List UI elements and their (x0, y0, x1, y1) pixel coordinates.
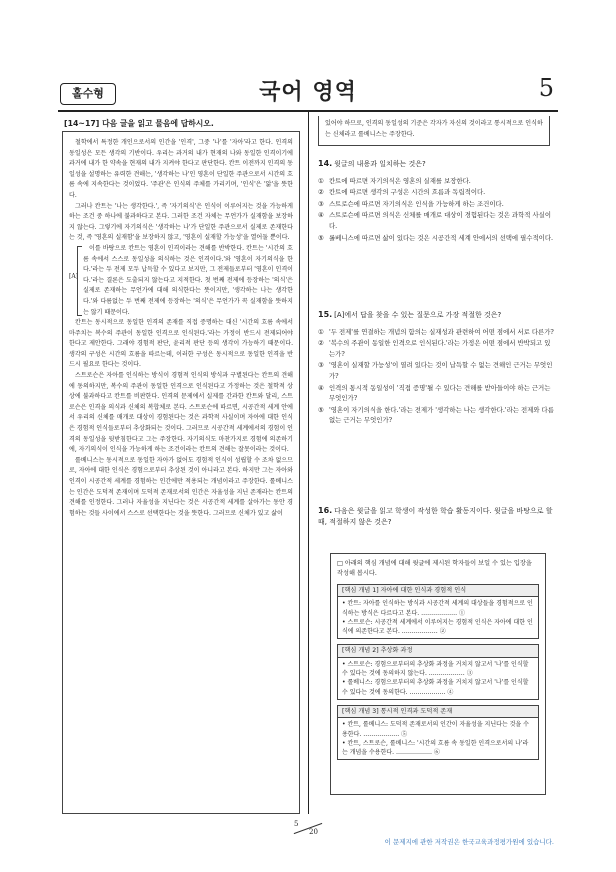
question-16 (318, 506, 554, 527)
question-14 (318, 159, 554, 243)
question-number: 14. (318, 159, 333, 168)
passage-paragraph: 이를 바탕으로 칸트는 영혼이 인격이라는 견해를 반박한다. 칸트는 '시간의 흐름 속에서 스스로 동일성을 의식하는 것은 인격이다.'와 '영혼이 자기의식을 한다.'라는 두 전제 모두 납득할 수 있다고 보지만, 그 전제들로부터 '영혼이 인격이다.'라는 결론은 도출되지 않는다고 지적한다. 첫 번째 전제에 등장하는 '의식'은 실제로 존재하는 무언가에 대해 의식한다는 뜻이지만, '생각하는 나는 생각한다.'와 다름없는 두 번째 전제에 등장하는 '의식'은 무언가가 꼭 실재함을 뜻하지는 않기 때문이다. (83, 244, 293, 316)
reading-passage (62, 131, 300, 814)
concept-box-2 (337, 644, 539, 699)
answer-option[interactable]: ③ 스트로슨에 따르면 자기의식은 인식을 가능하게 하는 조건이다. (318, 199, 504, 208)
concept-header: [핵심 개념 3] 통시적 인격과 도덕적 존재 (338, 706, 538, 718)
answer-option[interactable]: ④ 스트로슨에 따르면 의식은 신체를 매개로 대상이 경험된다는 것은 과학적 사실이다. (318, 211, 552, 230)
question-15 (318, 310, 554, 426)
answer-option[interactable]: ① 칸트에 따르면 자기의식은 영혼의 실재를 보장한다. (318, 176, 471, 185)
question-number: 15. (318, 310, 333, 319)
worksheet-box (330, 553, 546, 795)
answer-option[interactable]: ③ '영혼이 실재할 가능성'이 열려 있다는 것이 납득할 수 없는 견해인 근거는 무엇인가? (318, 361, 553, 380)
column-divider (308, 112, 309, 814)
concept-item[interactable]: • 스트로슨: 경험으로부터의 추상화 과정을 거치지 않고서 '나'를 인식할 수 있다는 것에 동의하지 않는다. ……………… ③ (342, 660, 529, 678)
page-total: 20 (309, 828, 318, 836)
question-stem: 윗글의 내용과 일치하는 것은? (334, 160, 426, 168)
passage-paragraph: 철학에서 특정한 개인으로서의 인간을 '인격', 그중 '나'를 '자아'라고 한다. 인격의 동일성은 모든 생각의 기반이다. 우리는 과거의 내가 현재의 나와 동일한 인격이기에 과거에 내가 한 약속을 현재의 내가 지켜야 한다고 판단한다. 칸트 이전까지 인격의 동일성을 설명하는 유력한 견해는, '생각하는 나'인 영혼이 단일한 주관으로서 시간의 흐름 속에 지속한다는 것이었다. '주관'은 인식의 주체를 가리키며, '인식'은 '앎'을 뜻한다. (69, 139, 293, 199)
page-number: 5 (538, 74, 554, 102)
question-stem: [A]에서 답을 찾을 수 있는 질문으로 가장 적절한 것은? (334, 311, 502, 319)
answer-option[interactable]: ⑤ '영혼이 자기의식을 한다.'라는 전제가 '생각하는 나는 생각한다.'라는 전제와 다름없는 근거는 무엇인가? (318, 405, 554, 425)
page-current: 5 (294, 820, 299, 828)
answer-option[interactable]: ④ 인격의 통시적 동일성이 '직접 증명'될 수 있다는 견해를 받아들이야 하는 근거는 무엇인가? (318, 383, 551, 403)
bracket-line (77, 246, 82, 316)
concept-header: [핵심 개념 1] 자아에 대한 인식과 경험적 인식 (338, 585, 538, 597)
concept-item[interactable]: • 칸트, 스트로슨, 롤베니스: '시간의 흐름 속 동일한 인격으로서의 나'라는 개념을 수용한다. ……………… ⑥ (342, 739, 529, 757)
concept-header: [핵심 개념 2] 추상화 과정 (338, 645, 538, 657)
page-indicator (289, 820, 327, 838)
passage-continuation: 있어야 하므로, 인격의 동일성의 기준은 각자가 자신의 것이라고 통시적으로 인식하는 신체라고 롤베니스는 주장한다. (318, 116, 550, 146)
concept-item[interactable]: • 롤베니스: 경험으로부터의 추상화 과정을 거치지 않고서 '나'를 인식할 수 있다는 것에 동의한다. ……………… ④ (342, 679, 529, 696)
copyright-notice: 이 문제지에 관한 저작권은 한국교육과정평가원에 있습니다. (384, 838, 554, 846)
answer-option[interactable]: ② '복수의 주관이 동일한 인격으로 인식된다.'라는 가정은 어떤 점에서 반박되고 있는가? (318, 339, 551, 358)
question-number: 16. (318, 506, 333, 515)
passage-paragraph: 칸트는 동시적으로 동일한 인격의 존재를 직접 증명하는 대신 '시간의 흐름 속에서 마주치는 복수의 주관이 동일한 인격으로 인식된다.'라는 가정이 반드시 전제되어야 한다고 제안한다. 그래야 경험적 판단, 윤리적 판단 등의 생각이 가능하기 때문이다. 생각의 구성은 시간의 흐름을 따르는데, 이러한 구성은 동시적으로 동일한 인격을 반드시 필요로 한다는 것이다. (69, 319, 293, 369)
question-instruction: [14~17] 다음 글을 읽고 물음에 답하시오. (64, 119, 214, 128)
concept-box-3 (337, 705, 539, 760)
answer-option[interactable]: ② 칸트에 따르면 생각의 구성은 시간의 흐름과 독립적이다. (318, 188, 486, 197)
answer-option[interactable]: ⑤ 롤베니스에 따르면 삶이 있다는 것은 시공간적 세계 안에서의 선택에 필수적이다. (318, 233, 554, 242)
bracketed-section-a (69, 244, 293, 318)
page-title: 국어 영역 (259, 80, 357, 105)
bracket-label: [A] (69, 273, 79, 281)
concept-item[interactable]: • 칸트: 자아를 인식하는 방식과 시공간적 세계의 대상들을 경험적으로 인식하는 방식은 다르다고 본다. ……………… ① (342, 600, 533, 617)
concept-item[interactable]: • 스트로슨: 시공간적 세계에서 이루어지는 경험적 인식은 자아에 대한 인식에 의존한다고 본다. ……………… ② (342, 618, 533, 636)
question-stem: 다음은 윗글을 읽고 학생이 작성한 학습 활동지이다. 윗글을 바탕으로 할 때, 적절하지 않은 것은? (318, 507, 553, 526)
concept-box-1 (337, 584, 539, 639)
exam-type-badge: 홀수형 (60, 83, 116, 105)
concept-item[interactable]: • 칸트, 롤베니스: 도덕적 존재로서의 인간이 자율성을 지닌다는 것을 수용한다. ……………… ⑤ (342, 721, 529, 738)
passage-paragraph: 롤베니스는 동시적으로 동일한 자아가 없어도 경험적 인식이 성립할 수 조차 없으므로, 자아에 대한 인식은 경험으로부터 추상된 것이 아니라고 본다. 하지만 그는 자아와 인격이 시공간적 세계를 경험하는 인간에만 적용되는 개념이라고 주장한다. 롤베니스는 인간은 도덕적 존재이며 도덕적 존재로서의 인간은 자율성을 지닌 존재라는 칸트의 견해를 인정한다. 그러나 자율성을 지닌다는 것은 시공간적 세계를 살아가는 동안 경험하는 것들 사이에서 스스로 선택한다는 것을 뜻한다. 그러므로 신체가 있고 삶이 (69, 456, 293, 517)
worksheet-intro: □ 아래의 핵심 개념에 대해 윗글에 제시된 학자들이 보일 수 있는 입장을 작성해 봅시다. (337, 560, 532, 577)
answer-option[interactable]: ① '두 전제'를 연결하는 개념의 함의는 실재성과 관련하여 어떤 점에서 서로 다른가? (318, 327, 554, 336)
passage-paragraph: 스트로슨은 자아를 인식하는 방식이 경험적 인식의 방식과 구별된다는 칸트의 견해에 동의하지만, 복수의 주관이 동일한 인격으로 인식된다고 가정하는 것은 철학적 상상에 불과하다고 칸트를 비판한다. 인격의 문제에서 실제를 간과한 칸트와 달리, 스트로슨은 인격을 의식과 신체의 복합체로 본다. 스트로슨에 따르면, 시공간적 세계 안에서 우리의 신체를 매개로 대상이 경험된다는 것은 과학적 사실이며 자아에 대한 인식은 경험적 인식들로부터 추상화되는 것이다. 그러므로 시공간적 세계에서의 경험이 인격의 동일성을 뒷받침한다고 그는 주장한다. 자기의식도 마찬가지로 경험에 의존하기에, 자기의식이 인식을 가능하게 하는 조건이라는 칸트의 견해는 잘못이라는 것이다. (69, 372, 293, 454)
passage-paragraph: 그러나 칸트는 '나는 생각한다.', 즉 '자기의식'은 인식이 이루어지는 것을 가능하게 하는 조건 중 하나에 불과하다고 본다. 그러한 조건 자체는 무언가가 실재함을 보장하지 않는다. 그렇기에 자기의식은 '생각하는 나'가 단일한 주관으로서 실제로 존재한다는 것, 즉 '영혼의 실재함'을 보장하지 않고, '영혼이 실재할 가능성'을 열어둘 뿐이다. (69, 202, 293, 242)
